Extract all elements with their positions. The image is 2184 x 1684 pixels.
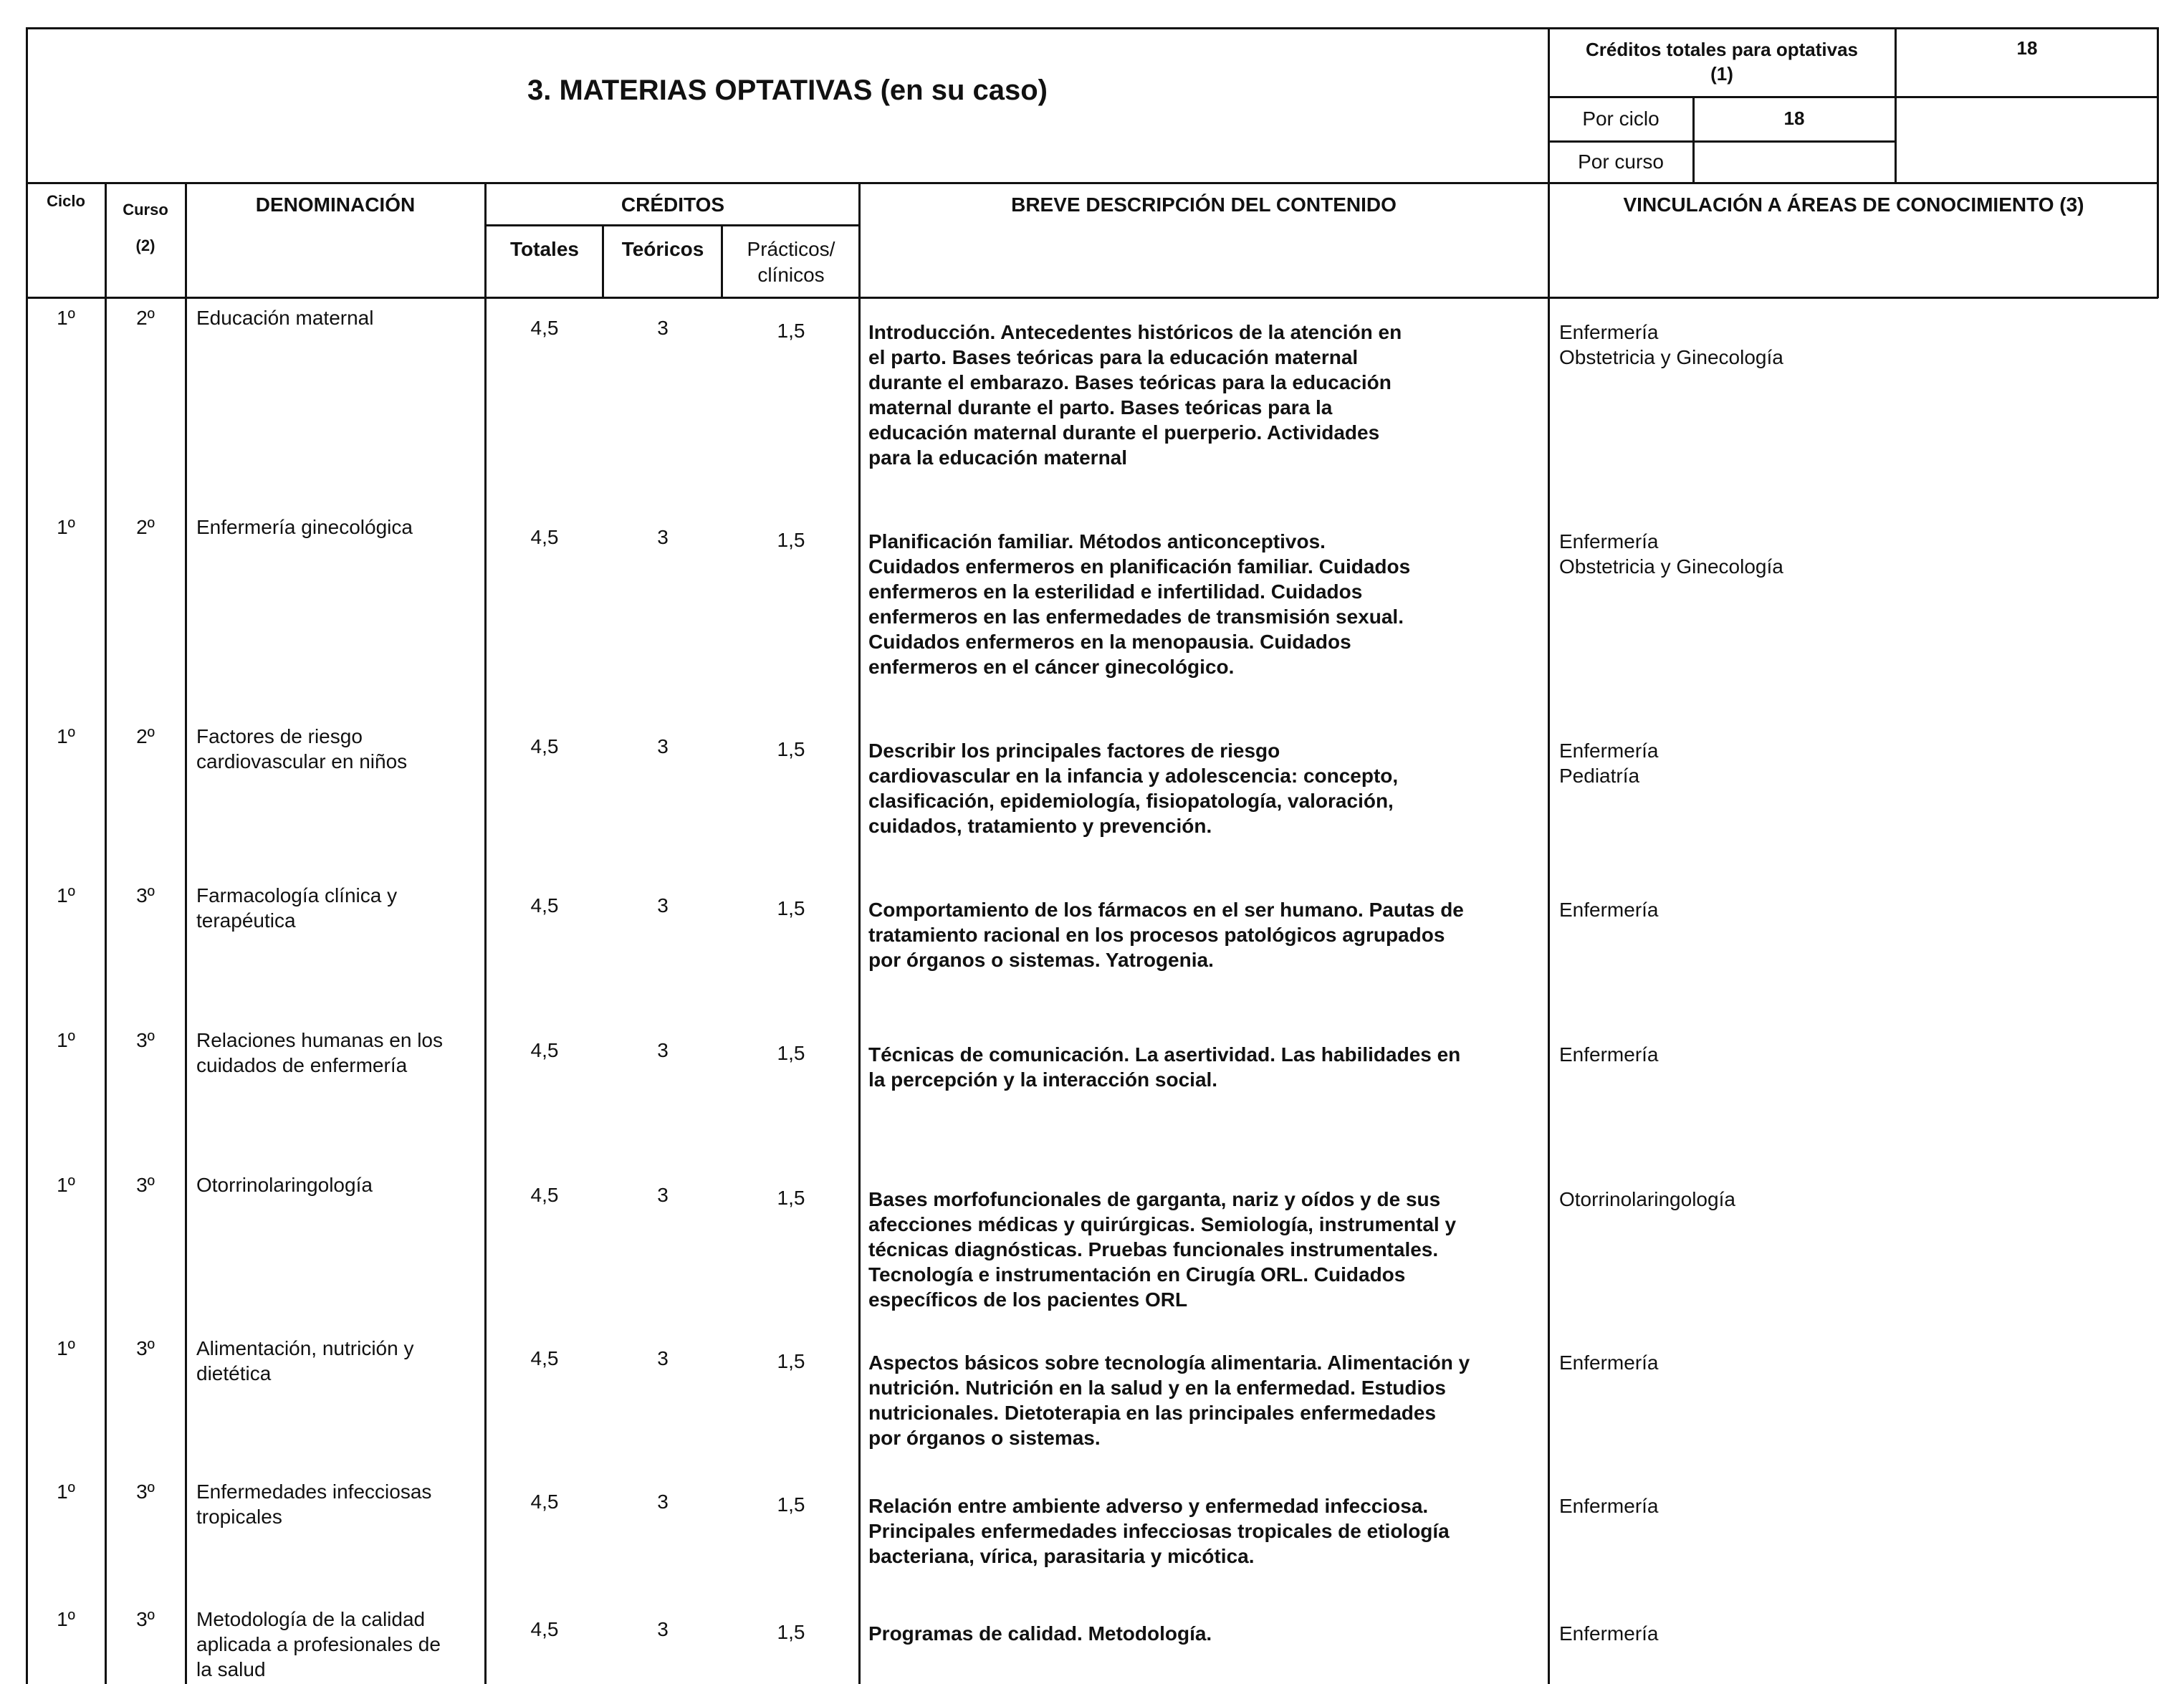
credit-box-divider-1 [1548,96,2158,98]
row-9-denominacion: Metodología de la calidad aplicada a profesionales de la salud [196,1608,441,1680]
row-1-vinculacion: Enfermería Obstetricia y Ginecología [1559,321,1783,368]
por-curso-label: Por curso [1578,150,1664,173]
col-divider-vinculacion [1548,182,1550,1684]
row-7-descripcion: Aspectos básicos sobre tecnología alimentaria. Alimentación y nutrición. Nutrición en la salud y en la enfermedad. Estudios nutricionales. Dietoterapia en las principales enfermedades por órganos o sistemas. [868,1351,1470,1449]
creditos-totales-label: Créditos totales para optativas (1) [1586,39,1858,85]
row-6-totales: 4,5 [530,1184,559,1206]
row-6-ciclo: 1º [57,1174,75,1196]
table-border-right [2157,27,2159,298]
row-4-descripcion: Comportamiento de los fármacos en el ser humano. Pautas de tratamiento racional en los procesos patológicos agrupados por órganos o sistemas. Yatrogenia. [868,899,1464,971]
row-1-descripcion: Introducción. Antecedentes históricos de la atención en el parto. Bases teóricas para la educación maternal durante el embarazo. Bases teóricas para la educación maternal durante el parto. Bases teóricas para la educación maternal durante el puerperio. Actividades para la educación maternal [868,321,1402,469]
row-1-totales: 4,5 [530,317,559,339]
row-3-practicos: 1,5 [777,738,805,760]
col-header-totales: Totales [510,238,579,260]
col-divider-denominacion [185,182,187,1684]
row-3-descripcion: Describir los principales factores de riesgo cardiovascular en la infancia y adolescencia: concepto, clasificación, epidemiología, fisiopatología, valoración, cuidados, tratamiento y prevención. [868,740,1399,837]
row-6-denominacion: Otorrinolaringología [196,1174,373,1196]
col-divider-teoricos [602,224,604,298]
page-title: 3. MATERIAS OPTATIVAS (en su caso) [527,75,1048,106]
row-8-teoricos: 3 [657,1491,669,1513]
row-5-totales: 4,5 [530,1039,559,1061]
col-header-descripcion: BREVE DESCRIPCIÓN DEL CONTENIDO [1011,193,1397,216]
row-6-descripcion: Bases morfofuncionales de garganta, nariz y oídos y de sus afecciones médicas y quirúrgicas. Semiología, instrumental y técnicas diagnósticas. Pruebas funcionales instrumentales. Tecnología e instrumentación en Cirugía ORL. Cuidados específicos de los pacientes ORL [868,1188,1457,1311]
row-5-curso: 3º [136,1029,155,1051]
col-header-practicos: Prácticos/ clínicos [747,238,835,286]
table-border-top [26,27,2158,29]
row-3-ciclo: 1º [57,725,75,747]
row-9-ciclo: 1º [57,1608,75,1630]
col-header-teoricos: Teóricos [621,238,704,260]
col-divider-curso [105,182,107,1684]
row-5-teoricos: 3 [657,1039,669,1061]
row-4-curso: 3º [136,884,155,906]
row-4-practicos: 1,5 [777,897,805,919]
row-5-practicos: 1,5 [777,1042,805,1064]
row-3-denominacion: Factores de riesgo cardiovascular en niños [196,725,408,772]
row-5-ciclo: 1º [57,1029,75,1051]
creditos-totales-value: 18 [2016,37,2038,59]
header-divider [26,182,2158,184]
por-ciclo-label: Por ciclo [1582,107,1659,130]
row-6-vinculacion: Otorrinolaringología [1559,1188,1735,1210]
row-9-practicos: 1,5 [777,1621,805,1643]
row-9-totales: 4,5 [530,1618,559,1640]
col-header-ciclo: Ciclo [47,192,85,210]
row-8-vinculacion: Enfermería [1559,1495,1659,1517]
row-9-vinculacion: Enfermería [1559,1622,1659,1645]
row-2-ciclo: 1º [57,516,75,538]
row-1-ciclo: 1º [57,307,75,329]
row-1-practicos: 1,5 [777,320,805,342]
row-5-denominacion: Relaciones humanas en los cuidados de enfermería [196,1029,443,1076]
row-4-vinculacion: Enfermería [1559,899,1659,921]
row-7-ciclo: 1º [57,1337,75,1359]
row-8-descripcion: Relación entre ambiente adverso y enfermedad infecciosa. Principales enfermedades infecciosas tropicales de etiología bacteriana, vírica, parasitaria y micótica. [868,1495,1450,1567]
row-7-denominacion: Alimentación, nutrición y dietética [196,1337,414,1384]
row-5-descripcion: Técnicas de comunicación. La asertividad. Las habilidades en la percepción y la interacción social. [868,1043,1461,1091]
row-8-denominacion: Enfermedades infecciosas tropicales [196,1480,432,1528]
col-divider-totales [484,182,487,1684]
column-header-bottom [26,297,2158,299]
credit-box-mid [1895,27,1897,182]
row-2-practicos: 1,5 [777,529,805,551]
row-6-curso: 3º [136,1174,155,1196]
col-header-denominacion: DENOMINACIÓN [255,193,416,216]
row-4-ciclo: 1º [57,884,75,906]
row-6-practicos: 1,5 [777,1187,805,1209]
row-1-denominacion: Educación maternal [196,307,374,329]
table-border-left [26,27,28,1684]
row-3-teoricos: 3 [657,735,669,757]
row-7-teoricos: 3 [657,1347,669,1369]
row-4-teoricos: 3 [657,894,669,917]
row-2-descripcion: Planificación familiar. Métodos anticonceptivos. Cuidados enfermeros en planificación familiar. Cuidados enfermeros en la esterilidad e infertilidad. Cuidados enfermeros en las enfermedades de transmisión sexual. Cuidados enfermeros en la menopausia. Cuidados enfermeros en el cáncer ginecológico. [868,530,1411,678]
row-5-vinculacion: Enfermería [1559,1043,1659,1066]
row-3-vinculacion: Enfermería Pediatría [1559,740,1659,787]
row-7-curso: 3º [136,1337,155,1359]
row-9-teoricos: 3 [657,1618,669,1640]
credit-box-divider-2 [1548,140,1895,143]
por-ciclo-divider [1692,96,1695,182]
credit-box-left [1548,27,1550,182]
row-8-totales: 4,5 [530,1491,559,1513]
row-9-curso: 3º [136,1608,155,1630]
row-8-ciclo: 1º [57,1480,75,1503]
row-3-totales: 4,5 [530,735,559,757]
row-9-descripcion: Programas de calidad. Metodología. [868,1622,1212,1645]
row-8-practicos: 1,5 [777,1493,805,1516]
col-divider-practicos [721,224,723,298]
creditos-group-divider [484,224,860,226]
col-header-vinculacion: VINCULACIÓN A ÁREAS DE CONOCIMIENTO (3) [1623,193,2084,216]
row-2-curso: 2º [136,516,155,538]
row-3-curso: 2º [136,725,155,747]
row-7-totales: 4,5 [530,1347,559,1369]
row-8-curso: 3º [136,1480,155,1503]
row-2-teoricos: 3 [657,526,669,548]
row-1-curso: 2º [136,307,155,329]
col-divider-descripcion [858,182,861,1684]
col-header-creditos: CRÉDITOS [621,193,725,216]
row-1-teoricos: 3 [657,317,669,339]
por-ciclo-value: 18 [1783,107,1805,129]
row-2-totales: 4,5 [530,526,559,548]
row-7-vinculacion: Enfermería [1559,1351,1659,1374]
row-2-denominacion: Enfermería ginecológica [196,516,413,538]
col-header-curso: Curso (2) [123,201,168,254]
row-4-denominacion: Farmacología clínica y terapéutica [196,884,398,932]
row-7-practicos: 1,5 [777,1350,805,1372]
row-4-totales: 4,5 [530,894,559,917]
row-6-teoricos: 3 [657,1184,669,1206]
row-2-vinculacion: Enfermería Obstetricia y Ginecología [1559,530,1783,578]
